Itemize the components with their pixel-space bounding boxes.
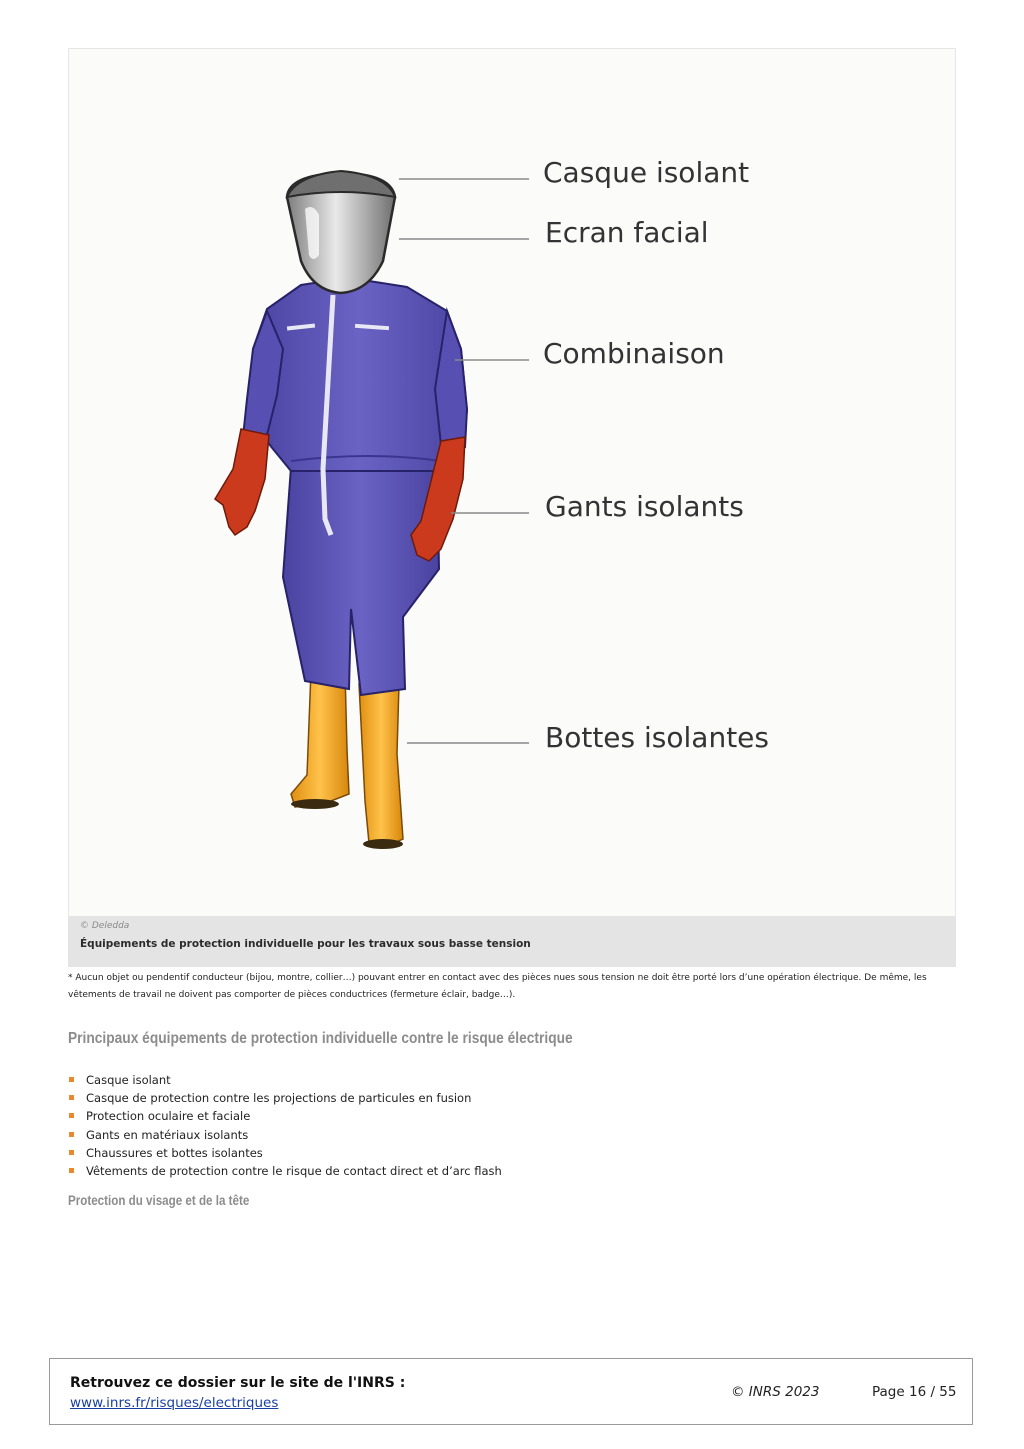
figure-caption bbox=[68, 916, 956, 967]
equipment-list bbox=[68, 1071, 502, 1180]
label-boots: Bottes isolantes bbox=[545, 721, 769, 754]
page-footer bbox=[49, 1358, 973, 1425]
page-number: Page 16 / 55 bbox=[872, 1384, 957, 1400]
list-item: Gants en matériaux isolants bbox=[68, 1126, 502, 1144]
label-coverall: Combinaison bbox=[543, 337, 725, 370]
bullet-icon bbox=[69, 1132, 74, 1137]
dossier-link[interactable]: www.inrs.fr/risques/electriques bbox=[70, 1395, 279, 1411]
section-heading: Principaux équipements de protection individuelle contre le risque électrique bbox=[68, 1030, 573, 1047]
footnote: * Aucun objet ou pendentif conducteur (bijou, montre, collier…) pouvant entrer en contact avec des pièces nues sous tension ne doit être porté lors d’une opération électrique. De même, les vêtements de travail ne doivent pas comporter de pièces conductrices (fermeture éclair, badge…). bbox=[68, 973, 927, 1000]
bullet-icon bbox=[69, 1150, 74, 1155]
list-item: Vêtements de protection contre le risque de contact direct et d’arc flash bbox=[68, 1162, 502, 1180]
ppe-illustration bbox=[68, 48, 956, 918]
caption-title: Équipements de protection individuelle pour les travaux sous basse tension bbox=[80, 938, 531, 950]
label-face-shield: Ecran facial bbox=[545, 216, 709, 249]
list-item: Casque isolant bbox=[68, 1071, 502, 1089]
bullet-icon bbox=[69, 1095, 74, 1100]
boots-shape bbox=[291, 671, 403, 849]
bullet-icon bbox=[69, 1168, 74, 1173]
list-item: Protection oculaire et faciale bbox=[68, 1107, 502, 1125]
list-item: Casque de protection contre les projections de particules en fusion bbox=[68, 1089, 502, 1107]
sub-heading: Protection du visage et de la tête bbox=[68, 1193, 250, 1208]
bullet-icon bbox=[69, 1077, 74, 1082]
bullet-icon bbox=[69, 1113, 74, 1118]
label-gloves: Gants isolants bbox=[545, 490, 744, 523]
ppe-figure bbox=[68, 48, 956, 968]
list-item: Chaussures et bottes isolantes bbox=[68, 1144, 502, 1162]
image-credit: © Deledda bbox=[80, 921, 130, 931]
label-helmet: Casque isolant bbox=[543, 156, 750, 189]
footer-copyright: © INRS 2023 bbox=[731, 1384, 820, 1400]
footer-title: Retrouvez ce dossier sur le site de l'INRS : bbox=[70, 1375, 406, 1391]
